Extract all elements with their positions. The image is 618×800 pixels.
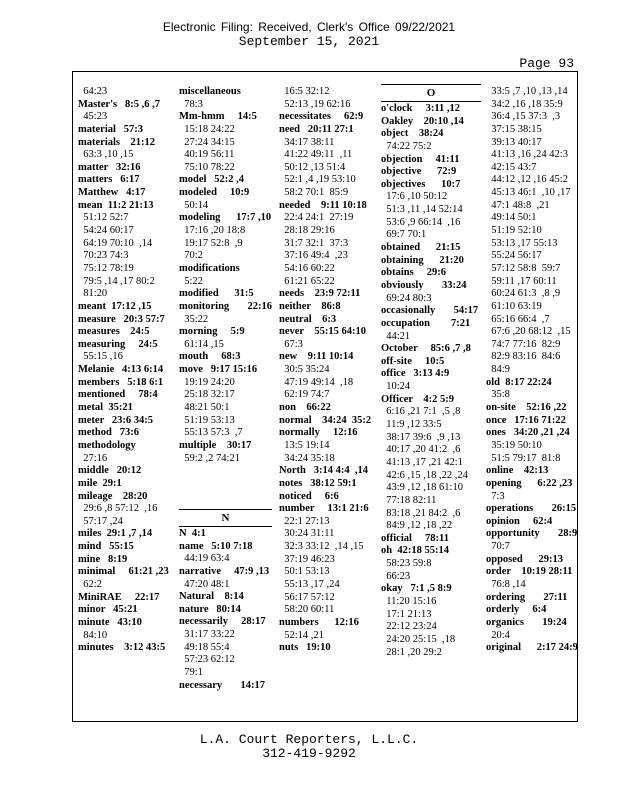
- index-term: Matthew 4:17: [78, 187, 146, 199]
- index-line: 22:12 23:24: [381, 621, 437, 633]
- index-line: 42:15 43:7: [486, 161, 537, 173]
- index-line: 30:5 35:24: [279, 364, 330, 376]
- index-line: 84:10: [78, 629, 108, 641]
- index-column-5: [486, 86, 578, 655]
- index-line: 27:24 34:15: [179, 136, 235, 148]
- index-line: 39:13 40:17: [486, 136, 542, 148]
- index-line: 52:1 ,4 ,19 53:10: [279, 174, 356, 186]
- index-line: 67:3: [279, 338, 303, 350]
- index-term: original 2:17 24:9: [486, 642, 578, 654]
- index-line: 28:1 ,20 29:2: [381, 646, 442, 658]
- index-term: move 9:17 15:16: [179, 364, 258, 376]
- index-line: 11:20 15:16: [381, 595, 437, 607]
- index-term: objection 41:11: [381, 153, 460, 165]
- index-line: 13:5 19:14: [279, 439, 330, 451]
- index-line: 41:22 49:11 ,11: [279, 149, 353, 161]
- index-line: 50:1 53:13: [279, 566, 330, 578]
- index-line: 57:17 ,24: [78, 515, 123, 527]
- index-line: 31:17 33:22: [179, 629, 235, 641]
- index-line: 43:9 ,12 ,18 61:10: [381, 482, 463, 494]
- index-line: 75:10 78:22: [179, 161, 235, 173]
- index-line: 52:13 ,19 62:16: [279, 98, 351, 110]
- index-line: 35:19 50:10: [486, 439, 542, 451]
- index-term: mouth 68:3: [179, 351, 241, 363]
- index-term: old 8:17 22:24: [486, 376, 552, 388]
- index-line: 57:23 62:12: [179, 654, 235, 666]
- index-line: 50:14: [179, 199, 209, 211]
- index-line: 15:18 24:22: [179, 123, 235, 135]
- index-line: 50:12 ,13 51:4: [279, 161, 346, 173]
- index-term: minute 43:10: [78, 616, 142, 628]
- index-term: name 5:10 7:18: [179, 540, 253, 552]
- index-term: necessitates 62:9: [279, 111, 364, 123]
- index-line: 16:5 32:12: [279, 86, 330, 97]
- index-line: 11:9 ,12 33:5: [381, 419, 442, 431]
- index-line: 70:23 74:3: [78, 250, 129, 262]
- index-line: 75:12 78:19: [78, 262, 134, 274]
- index-term: official 78:11: [381, 532, 449, 544]
- index-term: ordering 27:11: [486, 591, 568, 603]
- section-rule-n-bottom: [179, 526, 272, 527]
- index-term: nuts 19:10: [279, 642, 331, 654]
- index-line: 84:9 ,12 ,18 ,22: [381, 520, 453, 532]
- index-term: matters 6:17: [78, 174, 140, 186]
- index-line: 65:16 66:4 ,7: [486, 313, 550, 325]
- index-term: mile 29:1: [78, 477, 122, 489]
- section-rule-o-bottom: [381, 101, 481, 102]
- index-line: 10:24: [381, 381, 411, 393]
- index-term: mileage 28:20: [78, 490, 148, 502]
- index-line: 77:18 82:11: [381, 494, 437, 506]
- index-line: 38:17 39:6 ,9 ,13: [381, 431, 461, 443]
- index-line: 33:5 ,7 ,10 ,13 ,14: [486, 86, 568, 97]
- index-line: 55:15 ,16: [78, 351, 123, 363]
- index-term: office 3:13 4:9: [381, 368, 450, 380]
- index-term: on-site 52:16 ,22: [486, 402, 567, 414]
- page-number: Page 93: [519, 56, 574, 71]
- index-term: occupation 7:21: [381, 317, 471, 329]
- index-term: nature 80:14: [179, 603, 241, 615]
- index-term: ones 34:20 ,21 ,24: [486, 427, 570, 439]
- index-line: 24:20 25:15 ,18: [381, 633, 456, 645]
- index-term: narrative 47:9 ,13: [179, 565, 270, 577]
- index-term: mine 8:19: [78, 553, 128, 565]
- index-term: opposed 29:13: [486, 553, 564, 565]
- index-term: Melanie 4:13 6:14: [78, 364, 164, 376]
- index-line: 6:16 ,21 7:1 ,5 ,8: [381, 406, 461, 418]
- index-line: 49:18 55:4: [179, 641, 230, 653]
- index-term: mentioned 78:4: [78, 389, 158, 401]
- index-line: 47:19 49:14 ,18: [279, 376, 354, 388]
- index-line: 32:3 33:12 ,14 ,15: [279, 541, 364, 553]
- index-term: Mm-hmm 14:5: [179, 111, 257, 123]
- index-term: normal 34:24 35:2: [279, 414, 372, 426]
- document-date: September 15, 2021: [238, 34, 380, 49]
- index-term: North 3:14 4:4 ,14: [279, 465, 368, 477]
- index-line: 51:12 52:7: [78, 212, 129, 224]
- index-line: 58:23 59:8: [381, 558, 432, 570]
- index-line: 17:16 ,20 18:8: [179, 225, 246, 237]
- index-line: 5:22: [179, 275, 203, 287]
- index-term: never 55:15 64:10: [279, 326, 366, 338]
- index-term: neither 86:8: [279, 300, 341, 312]
- index-line: 54:24 60:17: [78, 225, 134, 237]
- index-term: measures 24:5: [78, 326, 150, 338]
- index-line: 7:3: [486, 490, 505, 502]
- index-line: 47:1 48:8 ,21: [486, 199, 550, 211]
- index-line: 51:19 52:10: [486, 225, 542, 237]
- index-line: 60:24 61:3 ,8 ,9: [486, 288, 561, 300]
- index-line: 63:3 ,10 ,15: [78, 149, 134, 161]
- index-term: minutes 3:12 43:5: [78, 642, 166, 654]
- index-term: needs 23:9 72:11: [279, 288, 361, 300]
- index-line: 48:21 50:1: [179, 402, 230, 414]
- index-term: occasionally 54:17: [381, 305, 479, 317]
- index-line: 56:17 57:12: [279, 591, 335, 603]
- index-line: 31:7 32:1 37:3: [279, 237, 349, 249]
- index-term: mind 55:15: [78, 541, 134, 553]
- index-line: 69:24 80:3: [381, 292, 432, 304]
- index-line: 37:15 38:15: [486, 123, 542, 135]
- index-term: opportunity 28:9: [486, 528, 578, 540]
- index-term: o'clock 3:11 ,12: [381, 103, 461, 114]
- index-line: 53:13 ,17 55:13: [486, 237, 558, 249]
- index-line: 44:12 ,12 ,16 45:2: [486, 174, 568, 186]
- index-term: measuring 24:5: [78, 338, 158, 350]
- index-line: 42:6 ,15 ,18 ,22 ,24: [381, 469, 468, 481]
- index-line: 83:18 ,21 84:2 ,6: [381, 507, 461, 519]
- index-line: 34:2 ,16 ,18 35:9: [486, 98, 563, 110]
- index-term: modified 31:5: [179, 288, 254, 300]
- index-term: obtaining 21:20: [381, 254, 464, 266]
- index-box: [72, 71, 578, 722]
- index-column-3: [279, 86, 378, 655]
- section-rule-n-top: [179, 509, 272, 510]
- index-term: okay 7:1 ,5 8:9: [381, 583, 452, 595]
- index-line: 35:22: [179, 313, 209, 325]
- index-term: obviously 33:24: [381, 279, 467, 291]
- index-line: 44:21: [381, 330, 411, 342]
- index-term: middle 20:12: [78, 465, 142, 477]
- index-term: objective 72:9: [381, 166, 457, 178]
- index-term: materials 21:12: [78, 136, 155, 148]
- index-line: 51:5 79:17 81:8: [486, 452, 561, 464]
- section-letter-n: N: [221, 512, 230, 524]
- index-term: online 42:13: [486, 465, 549, 477]
- index-line: 62:2: [78, 578, 102, 590]
- index-term: Natural 8:14: [179, 591, 244, 603]
- index-line: 34:24 35:18: [279, 452, 335, 464]
- index-term: Officer 4:2 5:9: [381, 393, 454, 405]
- index-line: 61:14 ,15: [179, 338, 224, 350]
- index-term: numbers 12:16: [279, 616, 359, 628]
- index-term: mean 11:2 21:13: [78, 199, 154, 211]
- index-term: material 57:3: [78, 123, 144, 135]
- index-line: 25:18 32:17: [179, 389, 235, 401]
- index-line: 64:19 70:10 ,14: [78, 237, 153, 249]
- index-line: 79:5 ,14 ,17 80:2: [78, 275, 155, 287]
- index-line: 82:9 83:16 84:6: [486, 351, 561, 363]
- filing-stamp-line: Electronic Filing: Received, Clerk's Office 09/22/2021: [162, 20, 456, 34]
- index-line: 59:11 ,17 60:11: [486, 275, 557, 287]
- index-line: 37:16 49:4 ,23: [279, 250, 348, 262]
- index-line: 19:19 24:20: [179, 376, 235, 388]
- index-line: 67:6 ,20 68:12 ,15: [486, 326, 571, 338]
- index-term: Master's 8:5 ,6 ,7: [78, 98, 160, 110]
- index-term: meter 23:6 34:5: [78, 414, 154, 426]
- index-term: members 5:18 6:1: [78, 376, 164, 388]
- section-rule-o-top: [381, 84, 481, 85]
- index-term: multiple 30:17: [179, 439, 252, 451]
- index-line: 45:23: [78, 111, 108, 123]
- index-line: 22:1 27:13: [279, 515, 330, 527]
- index-term: metal 35:21: [78, 402, 133, 414]
- index-line: 57:12 58:8 59:7: [486, 262, 561, 274]
- index-line: 64:23: [78, 86, 108, 97]
- index-line: 27:16: [78, 452, 108, 464]
- index-term: noticed 6:6: [279, 490, 339, 502]
- index-term: miles 29:1 ,7 ,14: [78, 528, 153, 540]
- index-term: N 4:1: [179, 528, 206, 539]
- index-term: organics 19:24: [486, 616, 567, 628]
- index-line: 28:18 29:16: [279, 225, 335, 237]
- index-term: obtains 29:6: [381, 267, 447, 279]
- court-reporter-name: L.A. Court Reporters, L.L.C.: [199, 732, 419, 747]
- index-term: morning 5:9: [179, 326, 245, 338]
- court-reporter-phone: 312-419-9292: [262, 746, 356, 761]
- index-term: miscellaneous: [179, 86, 241, 97]
- index-term: objectives 10:7: [381, 178, 461, 190]
- index-line: 52:14 ,21: [279, 629, 324, 641]
- index-line: 61:10 63:19: [486, 300, 542, 312]
- index-term: once 17:16 71:22: [486, 414, 566, 426]
- index-line: 84:9: [486, 364, 510, 376]
- index-line: 58:2 70:1 85:9: [279, 187, 349, 199]
- index-term: MiniRAE 22:17: [78, 591, 160, 603]
- index-line: 40:17 ,20 41:2 ,6: [381, 444, 461, 456]
- index-term: meant 17:12 ,15: [78, 300, 152, 312]
- index-term: non 66:22: [279, 402, 331, 414]
- index-term: object 38:24: [381, 128, 444, 140]
- index-term: needed 9:11 10:18: [279, 199, 367, 211]
- index-term: opening 6:22 ,23: [486, 477, 573, 489]
- index-line: 22:4 24:1 27:19: [279, 212, 354, 224]
- index-line: 47:20 48:1: [179, 578, 230, 590]
- index-line: 41:13 ,16 ,24 42:3: [486, 149, 568, 161]
- index-column-2: [179, 86, 273, 465]
- index-line: 59:2 ,2 74:21: [179, 452, 240, 464]
- index-line: 35:8: [486, 389, 510, 401]
- index-line: 34:17 38:11: [279, 136, 335, 148]
- index-term: modifications: [179, 262, 240, 274]
- index-term: Oakley 20:10 ,14: [381, 115, 464, 127]
- index-term: necessary 14:17: [179, 679, 266, 691]
- index-line: 74:22 75:2: [381, 140, 432, 152]
- index-line: 70:2: [179, 250, 203, 262]
- index-line: 37:19 46:23: [279, 553, 335, 565]
- index-term: necessarily 28:17: [179, 616, 266, 628]
- index-line: 41:13 ,17 ,21 42:1: [381, 456, 463, 468]
- index-line: 20:4: [486, 629, 510, 641]
- index-line: 29:6 ,8 57:12 ,16: [78, 503, 158, 515]
- index-term: number 13:1 21:6: [279, 503, 369, 515]
- index-term: minor 45:21: [78, 604, 138, 616]
- index-line: 55:13 57:3 ,7: [179, 427, 243, 439]
- index-term: orderly 6:4: [486, 604, 547, 616]
- index-line: 79:1: [179, 667, 203, 679]
- index-line: 17:1 21:13: [381, 608, 432, 620]
- index-term: measure 20:3 57:7: [78, 313, 165, 325]
- index-term: model 52:2 ,4: [179, 174, 245, 186]
- index-line: 55:13 ,17 ,24: [279, 578, 340, 590]
- index-column-4: [381, 103, 480, 659]
- index-line: 40:19 56:11: [179, 149, 235, 161]
- index-term: method 73:6: [78, 427, 139, 439]
- index-line: 49:14 50:1: [486, 212, 537, 224]
- index-line: 70:7: [486, 541, 510, 553]
- index-line: 62:19 74:7: [279, 389, 330, 401]
- index-line: 30:24 31:11: [279, 528, 335, 540]
- index-line: 54:16 60:22: [279, 262, 335, 274]
- index-term: modeled 10:9: [179, 187, 250, 199]
- index-line: 61:21 65:22: [279, 275, 335, 287]
- index-term: operations 26:15: [486, 503, 577, 515]
- index-column-1: [78, 86, 173, 655]
- index-line: 76:8 ,14: [486, 578, 526, 590]
- index-line: 81:20: [78, 288, 108, 300]
- index-term: notes 38:12 59:1: [279, 477, 357, 489]
- index-line: 19:17 52:8 ,9: [179, 237, 243, 249]
- index-line: 78:3: [179, 98, 203, 110]
- index-term: oh 42:18 55:14: [381, 545, 449, 557]
- index-line: 17:6 ,10 50:12: [381, 191, 448, 203]
- index-term: modeling 17:7 ,10: [179, 212, 272, 224]
- index-term: new 9:11 10:14: [279, 351, 354, 363]
- index-line: 51:3 ,11 ,14 52:14: [381, 204, 463, 216]
- index-term: need 20:11 27:1: [279, 123, 354, 135]
- index-term: neutral 6:3: [279, 313, 337, 325]
- index-column-2-after: [179, 528, 269, 692]
- index-term: methodology: [78, 439, 136, 451]
- index-term: obtained 21:15: [381, 242, 461, 254]
- section-letter-o: O: [426, 87, 436, 99]
- index-line: 58:20 60:11: [279, 604, 335, 616]
- index-term: opinion 62:4: [486, 515, 553, 527]
- index-line: 53:6 ,9 66:14 ,16: [381, 216, 461, 228]
- index-term: minimal 61:21 ,23: [78, 566, 169, 578]
- index-line: 55:24 56:17: [486, 250, 542, 262]
- index-term: normally 12:16: [279, 427, 358, 439]
- footer: [0, 733, 618, 761]
- index-line: 69:7 70:1: [381, 229, 427, 241]
- index-term: monitoring 22:16: [179, 300, 273, 312]
- index-term: October 85:6 ,7 ,8: [381, 343, 471, 355]
- index-line: 44:19 63:4: [179, 553, 230, 565]
- index-line: 36:4 ,15 37:3 ,3: [486, 111, 561, 123]
- index-term: off-site 10:5: [381, 355, 445, 367]
- index-term: order 10:19 28:11: [486, 566, 573, 578]
- index-line: 45:13 46:1 ,10 ,17: [486, 187, 571, 199]
- index-term: matter 32:16: [78, 161, 141, 173]
- index-line: 66:23: [381, 570, 411, 582]
- index-line: 74:7 77:16 82:9: [486, 338, 561, 350]
- index-line: 51:19 53:13: [179, 414, 235, 426]
